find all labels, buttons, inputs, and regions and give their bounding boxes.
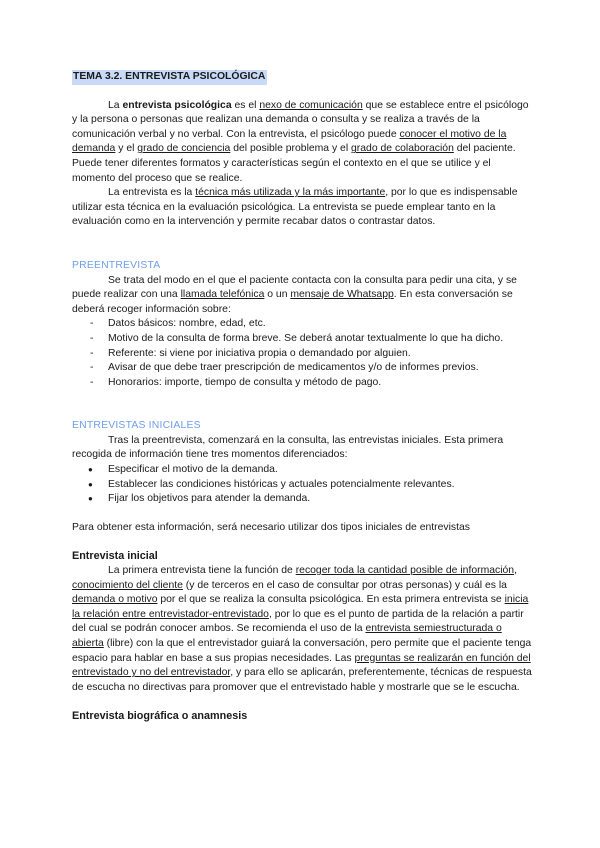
subheading-entrevista-inicial: Entrevista inicial — [72, 550, 158, 563]
intro-paragraph-1: La entrevista psicológica es el nexo de comunicación que se establece entre el psicólogo y la persona o personas que realizan una demanda o consulta y se realiza a través de la comunicación verbal y no verbal. Con la entrevista, el psicólogo puede conocer el motivo de la demanda y el grado de conciencia del posible problema y el grado de colaboración del paciente. Puede tener diferentes formatos y características según el contexto en el que se utilice y el momento del proceso que se realice. — [72, 99, 529, 184]
preentrevista-paragraph: Se trata del modo en el que el paciente contacta con la consulta para pedir una cita, y se puede realizar con una llamada telefónica o un mensaje de Whatsapp. En esta conversación se deberá recoger información sobre: — [72, 274, 517, 315]
list-item: - Motivo de la consulta de forma breve. Se deberá anotar textualmente lo que ha dicho. — [72, 332, 532, 347]
entrevistas-iniciales-list — [72, 463, 532, 507]
list-item: ● Fijar los objetivos para atender la demanda. — [72, 492, 532, 507]
list-item: - Referente: si viene por iniciativa propia o demandado por alguien. — [72, 347, 532, 362]
intro-paragraph-2: La entrevista es la técnica más utilizada y la más importante, por lo que es indispensable utilizar esta técnica en la evaluación psicológica. La entrevista se puede emplear tanto en la evaluación como en la intervención y permite recabar datos o contrastar datos. — [72, 187, 518, 228]
list-item: - Honorarios: importe, tiempo de consulta y método de pago. — [72, 376, 532, 391]
entrevistas-iniciales-summary: Para obtener esta información, será necesario utilizar dos tipos iniciales de entrevistas — [72, 521, 470, 533]
page-title: TEMA 3.2. ENTREVISTA PSICOLÓGICA — [72, 70, 267, 85]
section-heading-preentrevista: PREENTREVISTA — [72, 259, 161, 271]
list-item: - Avisar de que debe traer prescripción de medicamentos y/o de informes previos. — [72, 361, 532, 376]
entrevista-inicial-paragraph: La primera entrevista tiene la función de recoger toda la cantidad posible de información, conocimiento del cliente (y de terceros en el caso de consultar por otras personas) y cuál es la demanda o motivo por el que se realiza la consulta psicológica. En esta primera entrevista se inicia la relación entre entrevistador-entrevistado, por lo que es el punto de partida de la relación a partir del cual se podrán conocer ambos. Se recomienda el uso de la entrevista semiestructurada o abierta (libre) con la que el entrevistador guiará la conversación, pero permite que el paciente tenga espacio para hablar en base a sus propias necesidades. Las preguntas se realizarán en función del entrevistado y no del entrevistador, y para ello se aplicarán, preferentemente, técnicas de respuesta de escucha no directivas para promover que el entrevistado hable y mostrarle que se le escucha. — [72, 565, 532, 693]
list-item: ● Establecer las condiciones históricas y actuales potencialmente relevantes. — [72, 478, 532, 493]
preentrevista-list — [72, 317, 532, 390]
entrevistas-iniciales-paragraph: Tras la preentrevista, comenzará en la consulta, las entrevistas iniciales. Esta primera recogida de información tiene tres momentos diferenciados: — [72, 434, 504, 461]
document-content — [72, 70, 532, 724]
section-heading-entrevistas-iniciales: ENTREVISTAS INICIALES — [72, 420, 201, 432]
list-item: ● Especificar el motivo de la demanda. — [72, 463, 532, 478]
subheading-entrevista-biografica: Entrevista biográfica o anamnesis — [72, 710, 248, 723]
list-item: - Datos básicos: nombre, edad, etc. — [72, 317, 532, 332]
